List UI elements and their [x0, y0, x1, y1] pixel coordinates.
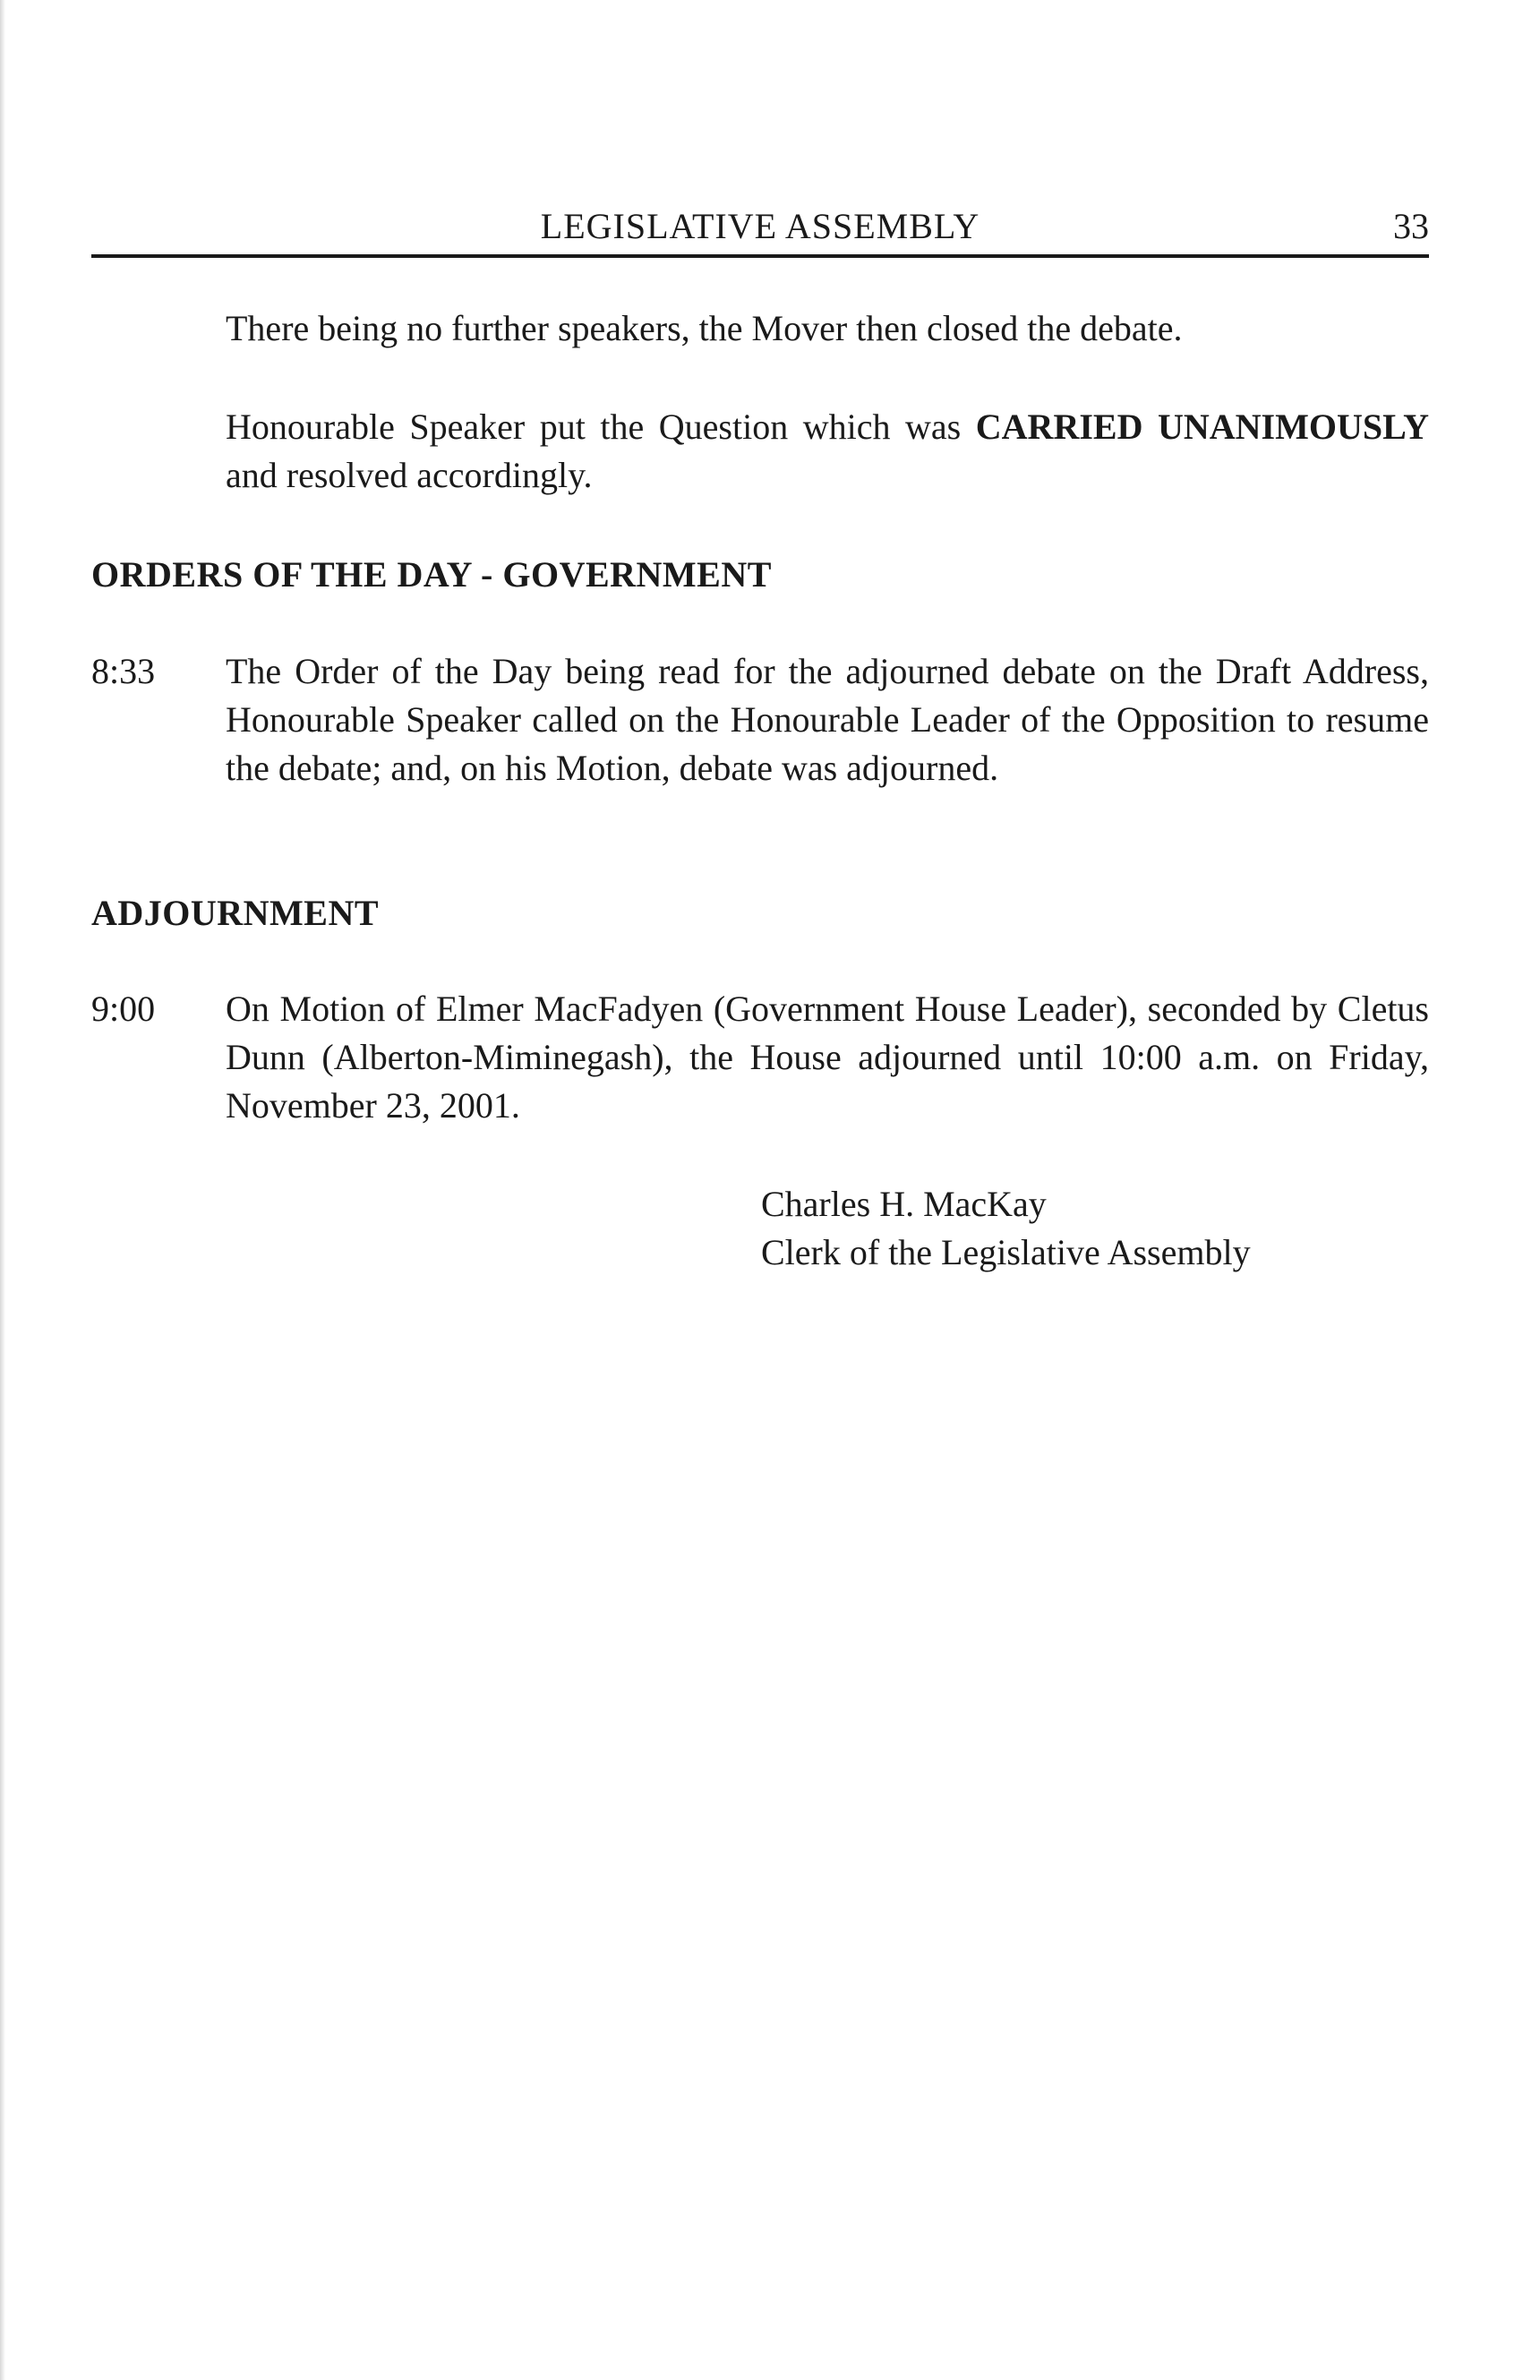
question-paragraph [226, 403, 1429, 500]
entry-time-orders: 8:33 [91, 651, 156, 691]
entry-text-orders: The Order of the Day being read for the adjourned debate on the Draft Address, Honourable Speaker called on the Honourable Leader of the Opposition to resume the debate; and, on his Motion, debate was adjourned. [226, 651, 1429, 788]
question-suffix: and resolved accordingly. [226, 455, 593, 495]
signature-block [761, 1180, 1251, 1277]
entry-text-adjournment: On Motion of Elmer MacFadyen (Government House Leader), seconded by Cletus Dunn (Alberton-Miminegash), the House adjourned until 10:00 a.m. on Friday, November 23, 2001. [226, 989, 1429, 1126]
orders-of-the-day-heading: ORDERS OF THE DAY - GOVERNMENT [91, 554, 772, 595]
adjournment-heading: ADJOURNMENT [91, 893, 380, 933]
closing-debate-paragraph: There being no further speakers, the Mover then closed the debate. [226, 308, 1183, 348]
entry-time-adjournment: 9:00 [91, 989, 156, 1029]
running-header [91, 199, 1429, 258]
signatory-name: Charles H. MacKay [761, 1184, 1047, 1224]
question-prefix: Honourable Speaker put the Question which was [226, 407, 976, 447]
signatory-title: Clerk of the Legislative Assembly [761, 1232, 1251, 1272]
header-title: LEGISLATIVE ASSEMBLY [540, 206, 980, 246]
page-number: 33 [1393, 206, 1429, 246]
page-edge-shadow [0, 0, 5, 2380]
carried-unanimously-text: CARRIED UNANIMOUSLY [975, 407, 1430, 447]
